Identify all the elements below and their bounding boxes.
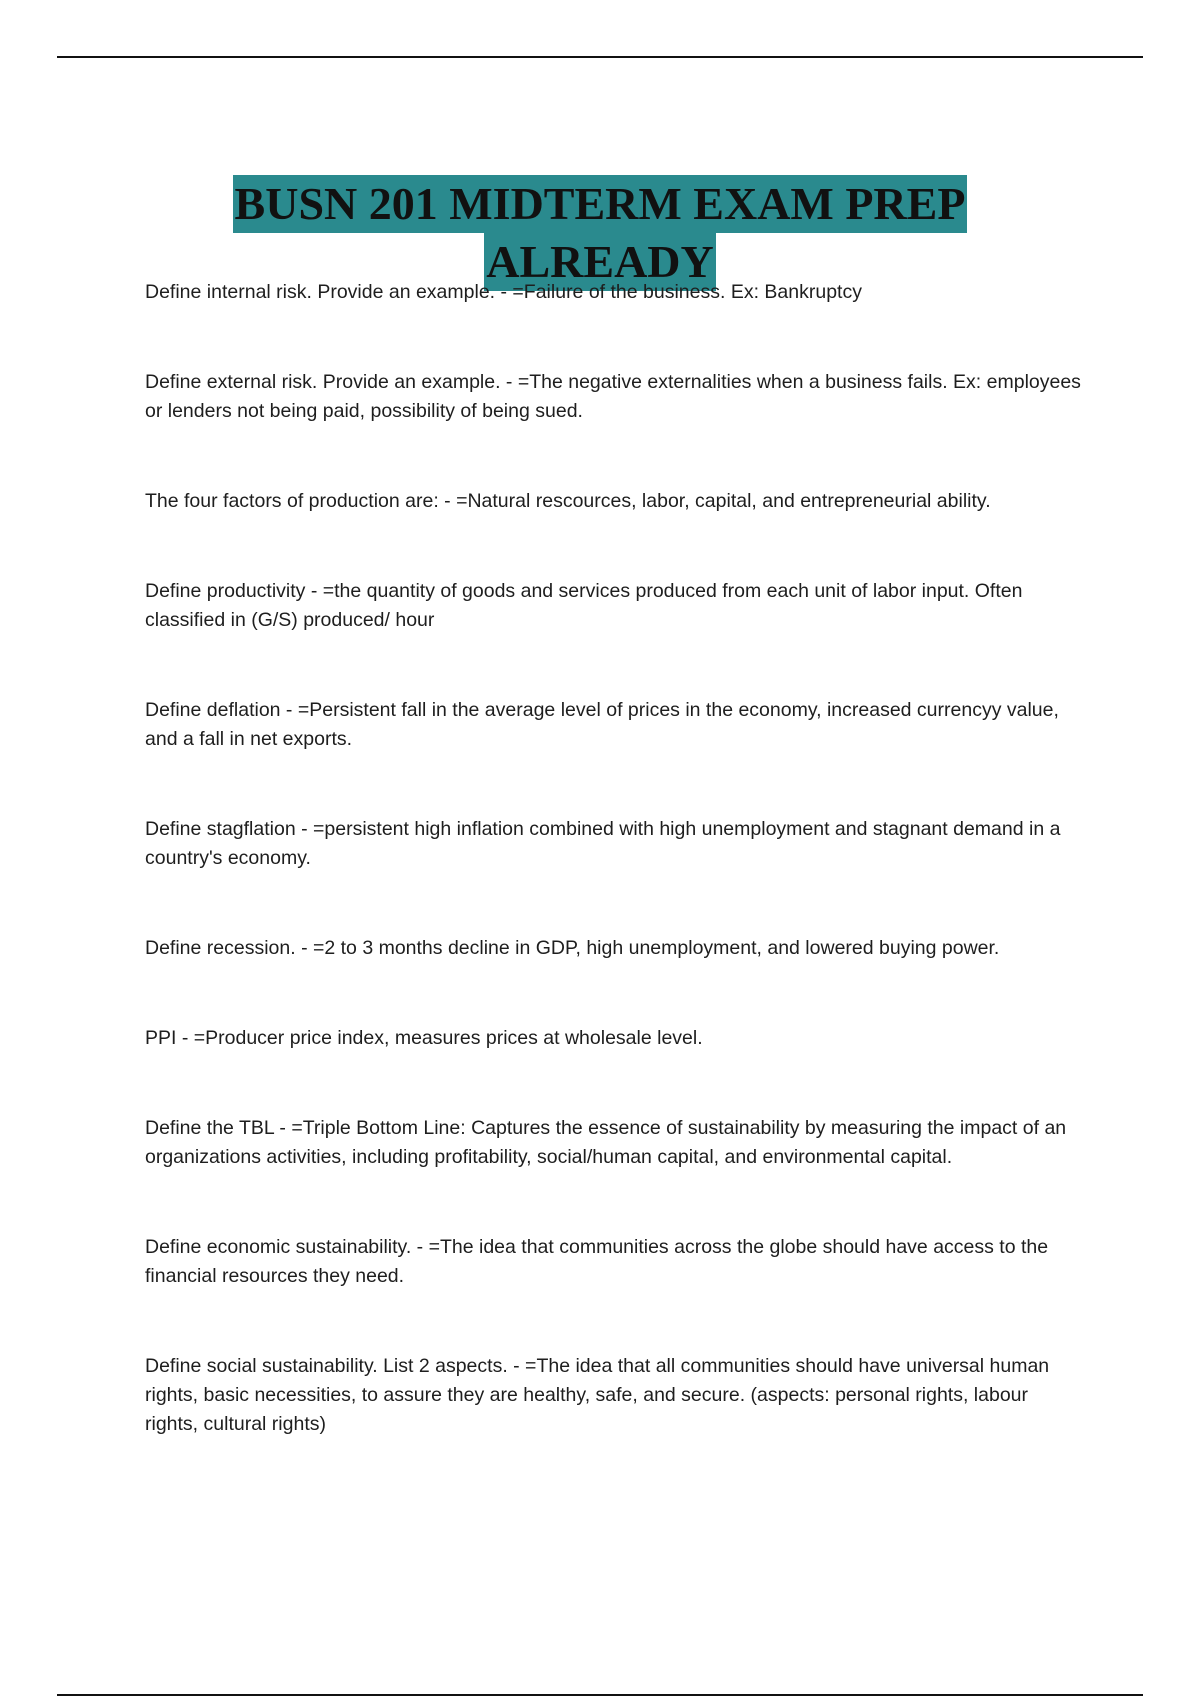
page-title xyxy=(0,175,1200,291)
qa-item: Define the TBL - =Triple Bottom Line: Captures the essence of sustainability by measuring the impact of an organizations activities, including profitability, social/human capital, and environmental capital. xyxy=(145,1117,1067,1168)
qa-item: Define recession. - =2 to 3 months decline in GDP, high unemployment, and lowered buying power. xyxy=(145,937,1000,959)
qa-item: PPI - =Producer price index, measures prices at wholesale level. xyxy=(145,1027,703,1049)
bottom-rule xyxy=(57,1694,1143,1696)
qa-item: Define internal risk. Provide an example. - =Failure of the business. Ex: Bankruptcy xyxy=(145,281,862,303)
top-rule xyxy=(57,56,1143,58)
title-line-1: BUSN 201 MIDTERM EXAM PREP xyxy=(233,175,968,233)
qa-item: Define social sustainability. List 2 aspects. - =The idea that all communities should have universal human rights, basic necessities, to assure they are healthy, safe, and secure. (aspects: personal rights, labour rights, cultural rights) xyxy=(145,1355,1050,1435)
qa-item: The four factors of production are: - =Natural rescources, labor, capital, and entrepreneurial ability. xyxy=(145,490,991,512)
qa-item: Define external risk. Provide an example. - =The negative externalities when a business fails. Ex: employees or lenders not being paid, possibility of being sued. xyxy=(145,371,1081,422)
qa-list xyxy=(145,278,1085,1439)
title-line-2: ALREADY xyxy=(484,233,715,291)
qa-item: Define stagflation - =persistent high inflation combined with high unemployment and stagnant demand in a country's economy. xyxy=(145,818,1061,869)
qa-item: Define deflation - =Persistent fall in the average level of prices in the economy, increased currencyy value, and a fall in net exports. xyxy=(145,699,1059,750)
qa-item: Define productivity - =the quantity of goods and services produced from each unit of labor input. Often classified in (G/S) produced/ hour xyxy=(145,580,1023,631)
qa-item: Define economic sustainability. - =The idea that communities across the globe should have access to the financial resources they need. xyxy=(145,1236,1049,1287)
